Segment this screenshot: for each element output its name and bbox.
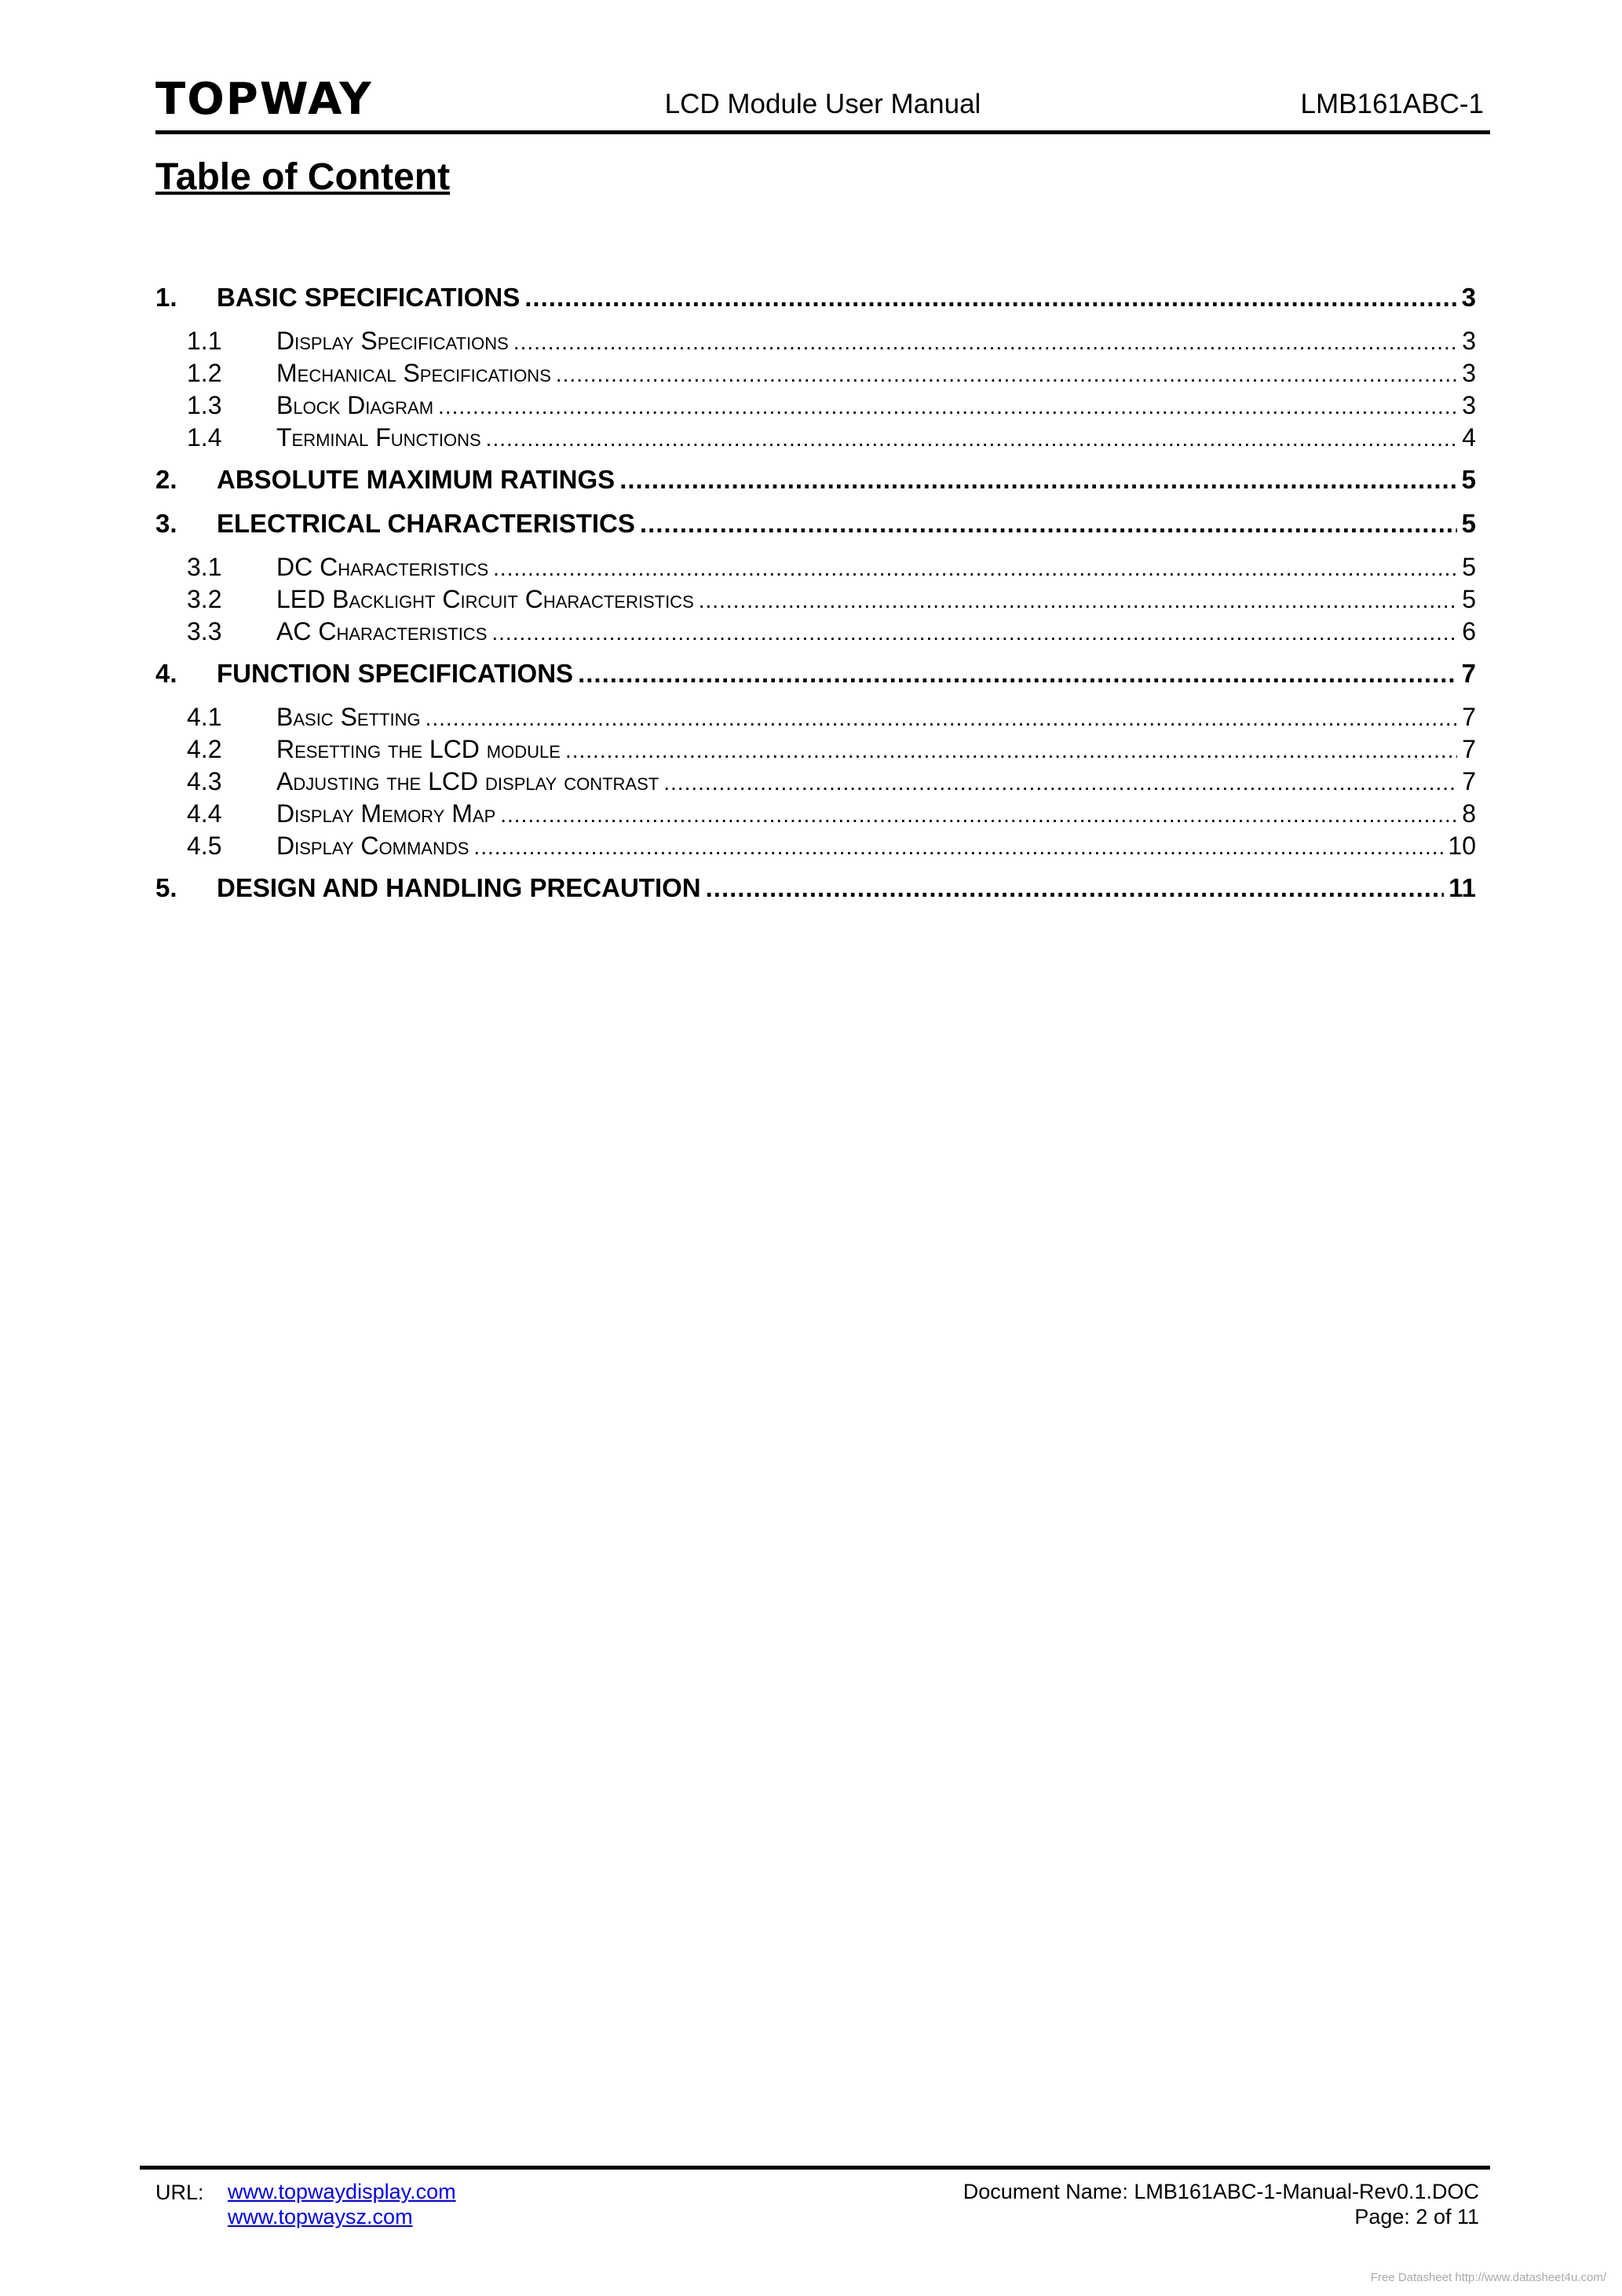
toc-number: 1.2 bbox=[187, 359, 222, 387]
toc-number: 1.1 bbox=[187, 327, 222, 355]
dot-leader bbox=[438, 394, 1457, 419]
toc-label: Mechanical Specifications bbox=[276, 359, 551, 387]
toc-subsection-row[interactable] bbox=[187, 423, 1476, 455]
toc-page-number: 11 bbox=[1448, 873, 1476, 902]
toc-heading: Table of Content bbox=[155, 156, 451, 198]
document-title: LCD Module User Manual bbox=[664, 89, 981, 119]
toc-section-row[interactable] bbox=[155, 509, 1476, 553]
dot-leader bbox=[663, 770, 1457, 795]
document-name: Document Name: LMB161ABC-1-Manual-Rev0.1.DOC bbox=[963, 2180, 1479, 2203]
dot-leader bbox=[493, 556, 1457, 581]
toc-label: Terminal Functions bbox=[276, 423, 481, 452]
toc-number: 4.1 bbox=[187, 703, 222, 731]
toc-label: AC Characteristics bbox=[276, 617, 488, 645]
toc-label: LED Backlight Circuit Characteristics bbox=[276, 585, 694, 613]
toc-section-row[interactable] bbox=[155, 465, 1476, 509]
toc-section-row[interactable] bbox=[155, 659, 1476, 703]
toc-page-number: 4 bbox=[1462, 423, 1476, 452]
toc-subsection-row[interactable] bbox=[187, 391, 1476, 423]
toc-subsection-row[interactable] bbox=[187, 799, 1476, 832]
toc-label: ELECTRICAL CHARACTERISTICS bbox=[217, 509, 635, 538]
toc-label: Display Commands bbox=[276, 832, 469, 860]
table-of-contents bbox=[155, 283, 1476, 917]
toc-page-number: 3 bbox=[1461, 283, 1476, 312]
url-label: URL: bbox=[155, 2181, 204, 2204]
toc-number: 4.4 bbox=[187, 799, 222, 828]
toc-number: 3.2 bbox=[187, 585, 222, 613]
dot-leader bbox=[426, 706, 1458, 731]
toc-subsection-row[interactable] bbox=[187, 703, 1476, 735]
toc-page-number: 6 bbox=[1462, 617, 1476, 645]
toc-number: 3.1 bbox=[187, 553, 222, 581]
toc-label: Resetting the LCD module bbox=[276, 735, 561, 763]
toc-label: FUNCTION SPECIFICATIONS bbox=[217, 659, 574, 688]
toc-page-number: 5 bbox=[1462, 585, 1476, 613]
toc-number: 3. bbox=[155, 509, 177, 538]
toc-page-number: 7 bbox=[1461, 659, 1476, 688]
toc-number: 1.3 bbox=[187, 391, 222, 419]
toc-page-number: 5 bbox=[1462, 553, 1476, 581]
toc-label: DC Characteristics bbox=[276, 553, 489, 581]
dot-leader bbox=[640, 509, 1457, 539]
topway-logo: TOPWAY bbox=[155, 74, 373, 125]
toc-page-number: 5 bbox=[1461, 509, 1476, 538]
document-info bbox=[963, 2179, 1479, 2229]
dot-leader bbox=[473, 835, 1443, 860]
page-number: Page: 2 of 11 bbox=[1354, 2205, 1479, 2228]
toc-page-number: 10 bbox=[1448, 832, 1476, 860]
toc-label: Display Memory Map bbox=[276, 799, 496, 828]
toc-page-number: 3 bbox=[1462, 391, 1476, 419]
toc-number: 4.5 bbox=[187, 832, 222, 860]
toc-label: Adjusting the LCD display contrast bbox=[276, 767, 659, 795]
dot-leader bbox=[565, 738, 1457, 763]
toc-subsection-row[interactable] bbox=[187, 553, 1476, 585]
toc-number: 4.3 bbox=[187, 767, 222, 795]
toc-number: 4. bbox=[155, 659, 177, 688]
toc-number: 4.2 bbox=[187, 735, 222, 763]
toc-page-number: 7 bbox=[1462, 703, 1476, 731]
dot-leader bbox=[699, 588, 1457, 613]
toc-label: Display Specifications bbox=[276, 327, 509, 355]
toc-subsection-row[interactable] bbox=[187, 767, 1476, 799]
toc-number: 1.4 bbox=[187, 423, 222, 452]
dot-leader bbox=[486, 426, 1458, 452]
toc-section-row[interactable] bbox=[155, 873, 1476, 917]
toc-page-number: 3 bbox=[1462, 327, 1476, 355]
footer-links bbox=[228, 2179, 456, 2229]
dot-leader bbox=[706, 873, 1444, 903]
toc-number: 1. bbox=[155, 283, 177, 312]
model-number: LMB161ABC-1 bbox=[1300, 89, 1484, 119]
topwaydisplay-link[interactable]: www.topwaydisplay.com bbox=[228, 2180, 456, 2203]
toc-number: 2. bbox=[155, 465, 177, 494]
dot-leader bbox=[500, 803, 1457, 828]
page-footer bbox=[140, 2166, 1490, 2228]
toc-number: 3.3 bbox=[187, 617, 222, 645]
toc-label: ABSOLUTE MAXIMUM RATINGS bbox=[217, 465, 616, 494]
toc-page-number: 7 bbox=[1462, 767, 1476, 795]
dot-leader bbox=[578, 659, 1457, 689]
dot-leader bbox=[513, 330, 1457, 355]
toc-page-number: 5 bbox=[1461, 465, 1476, 494]
topwaysz-link[interactable]: www.topwaysz.com bbox=[228, 2205, 413, 2228]
toc-number: 5. bbox=[155, 873, 177, 902]
toc-page-number: 7 bbox=[1462, 735, 1476, 763]
toc-subsection-row[interactable] bbox=[187, 735, 1476, 767]
toc-subsection-row[interactable] bbox=[187, 359, 1476, 391]
dot-leader bbox=[524, 283, 1456, 313]
page-header bbox=[155, 69, 1490, 134]
toc-page-number: 3 bbox=[1462, 359, 1476, 387]
dot-leader bbox=[619, 465, 1456, 495]
toc-section-row[interactable] bbox=[155, 283, 1476, 327]
dot-leader bbox=[556, 362, 1457, 387]
toc-label: Basic Setting bbox=[276, 703, 421, 731]
toc-label: Block Diagram bbox=[276, 391, 434, 419]
toc-subsection-row[interactable] bbox=[187, 327, 1476, 359]
dot-leader bbox=[491, 620, 1457, 645]
toc-subsection-row[interactable] bbox=[187, 832, 1476, 864]
toc-page-number: 8 bbox=[1462, 799, 1476, 828]
toc-label: BASIC SPECIFICATIONS bbox=[217, 283, 521, 312]
toc-subsection-row[interactable] bbox=[187, 617, 1476, 649]
watermark: Free Datasheet http://www.datasheet4u.com/ bbox=[1370, 2271, 1606, 2284]
toc-label: DESIGN AND HANDLING PRECAUTION bbox=[217, 873, 701, 902]
toc-subsection-row[interactable] bbox=[187, 585, 1476, 617]
